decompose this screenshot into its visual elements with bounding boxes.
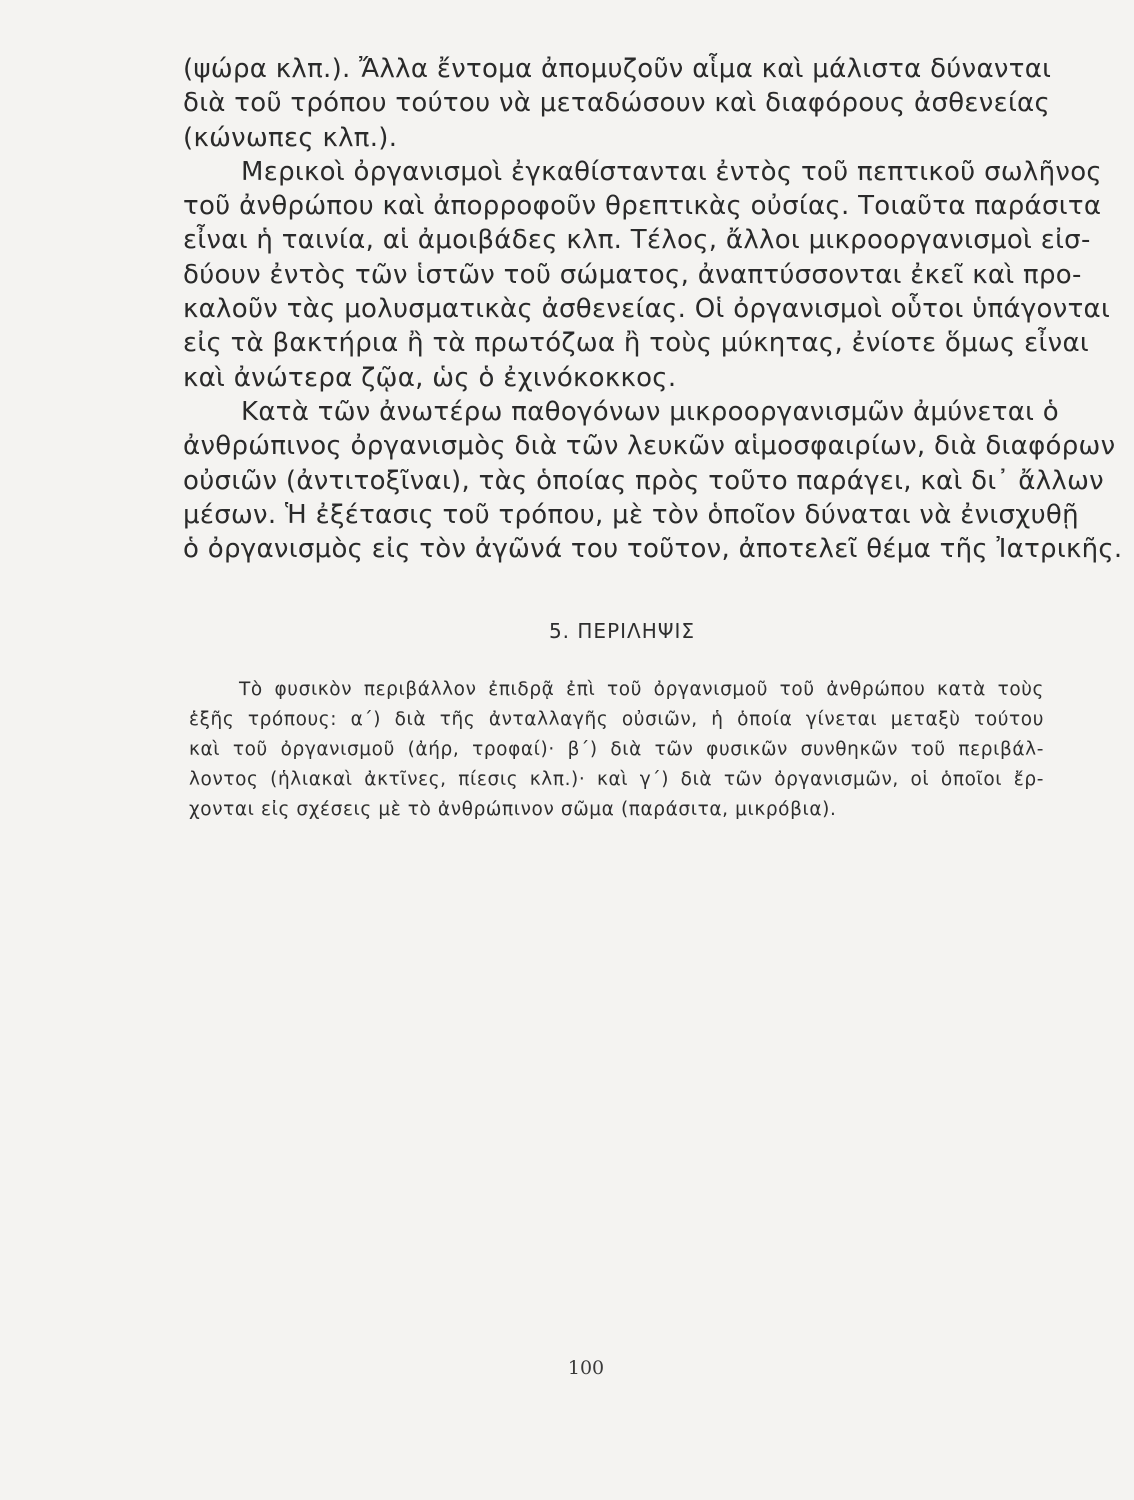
summary-text — [189, 675, 1044, 825]
page-number: 100 — [567, 1357, 605, 1379]
text-line: εἰς τὰ βακτήρια ἢ τὰ πρωτόζωα ἢ τοὺς μύκητας, ἐνίοτε ὅμως εἶναι — [183, 328, 1089, 359]
text-line: καλοῦν τὰς μολυσματικὰς ἀσθενείας. Οἱ ὀργανισμοὶ οὗτοι ὑπάγονται — [183, 294, 1111, 325]
paragraph-3 — [183, 395, 1123, 566]
text-line: δύουν ἐντὸς τῶν ἱστῶν τοῦ σώματος, ἀναπτύσσονται ἐκεῖ καὶ προ- — [183, 259, 1082, 290]
text-line: εἶναι ἡ ταινία, αἱ ἀμοιβάδες κλπ. Τέλος, ἄλλοι μικροοργανισμοὶ εἰσ- — [183, 225, 1091, 256]
text-line: (ψώρα κλπ.). Ἄλλα ἔντομα ἀπομυζοῦν αἷμα καὶ μάλιστα δύνανται — [183, 54, 1052, 84]
body-text — [183, 52, 1123, 566]
text-line: ἀνθρώπινος ὀργανισμὸς διὰ τῶν λευκῶν αἱμοσφαιρίων, διὰ διαφόρων — [183, 431, 1116, 462]
text-line: μέσων. Ἡ ἐξέτασις τοῦ τρόπου, μὲ τὸν ὁποῖον δύναται νὰ ἐνισχυθῇ — [183, 499, 1079, 530]
text-line: καὶ ἀνώτερα ζῷα, ὡς ὁ ἐχινόκοκκος. — [183, 362, 677, 393]
text-line: Μερικοὶ ὀργανισμοὶ ἐγκαθίστανται ἐντὸς τοῦ πεπτικοῦ σωλῆνος — [241, 156, 1102, 187]
paragraph-1 — [183, 52, 1052, 155]
text-line: Κατὰ τῶν ἀνωτέρω παθογόνων μικροοργανισμῶν ἀμύνεται ὁ — [241, 396, 1060, 427]
summary-line: ἑξῆς τρόπους: α΄) διὰ τῆς ἀνταλλαγῆς οὐσιῶν, ἡ ὁποία γίνεται μεταξὺ τούτου — [189, 709, 1044, 730]
text-line: οὐσιῶν (ἀντιτοξῖναι), τὰς ὁποίας πρὸς τοῦτο παράγει, καὶ δι᾽ ἄλλων — [183, 465, 1105, 496]
text-line: τοῦ ἀνθρώπου καὶ ἀπορροφοῦν θρεπτικὰς οὐσίας. Τοιαῦτα παράσιτα — [183, 191, 1102, 222]
summary-line: λοντος (ἡλιακαὶ ἀκτῖνες, πίεσις κλπ.)· καὶ γ΄) διὰ τῶν ὀργανισμῶν, οἱ ὁποῖοι ἔρ- — [189, 769, 1044, 790]
paragraph-2 — [183, 155, 1111, 395]
section-heading: 5. ΠΕΡΙΛΗΨΙΣ — [548, 619, 696, 643]
summary-line: καὶ τοῦ ὀργανισμοῦ (ἀήρ, τροφαί)· β΄) διὰ τῶν φυσικῶν συνθηκῶν τοῦ περιβάλ- — [189, 739, 1044, 760]
text-line: (κώνωπες κλπ.). — [183, 122, 398, 153]
summary-line: Τὸ φυσικὸν περιβάλλον ἐπιδρᾷ ἐπὶ τοῦ ὀργανισμοῦ τοῦ ἀνθρώπου κατὰ τοὺς — [239, 679, 1044, 700]
summary-line: χονται εἰς σχέσεις μὲ τὸ ἀνθρώπινον σῶμα (παράσιτα, μικρόβια). — [189, 799, 837, 820]
text-line: ὁ ὀργανισμὸς εἰς τὸν ἀγῶνά του τοῦτον, ἀποτελεῖ θέμα τῆς Ἰατρικῆς. — [183, 534, 1123, 565]
text-line: διὰ τοῦ τρόπου τούτου νὰ μεταδώσουν καὶ διαφόρους ἀσθενείας — [183, 88, 1051, 119]
